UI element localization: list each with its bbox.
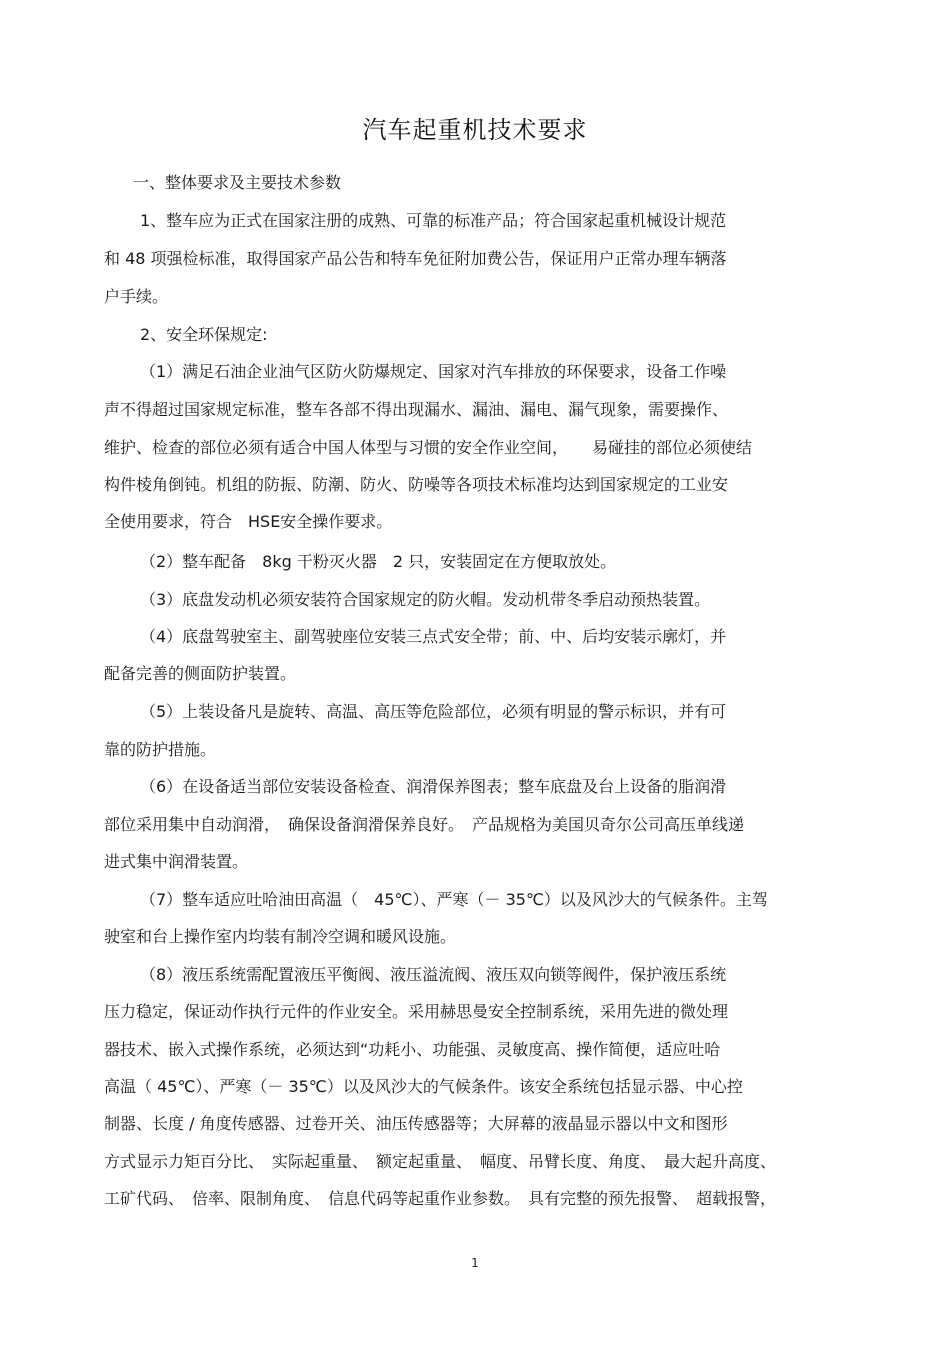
text-line-14: （5）上装设备凡是旋转、高温、高压等危险部位，必须有明显的警示标识，并有可 [140,702,727,721]
text-line-6: 声不得超过国家规定标准，整车各部不得出现漏水、漏油、漏电、漏气现象，需要操作、 [104,400,729,419]
text-line-17: 部位采用集中自动润滑， 确保设备润滑保养良好。 产品规格为美国贝奇尔公司高压单线递 [104,815,745,834]
text-line-7: 维护、检查的部位必须有适合中国人体型与习惯的安全作业空间， 易碰挂的部位必须使结 [104,438,753,457]
text-line-8: 构件棱角倒钝。机组的防振、防潮、防火、防噪等各项技术标准均达到国家规定的工业安 [104,475,729,494]
text-line-23: 器技术、嵌入式操作系统，必须达到“功耗小、功能强、灵敏度高、操作简便，适应吐哈 [104,1040,721,1059]
text-line-25: 制器、长度 / 角度传感器、过卷开关、油压传感器等；大屏幕的液晶显示器以中文和图形 [104,1114,728,1133]
text-line-18: 进式集中润滑装置。 [104,852,249,871]
text-line-13: 配备完善的侧面防护装置。 [104,664,297,683]
text-line-1: 1、整车应为正式在国家注册的成熟、可靠的标准产品；符合国家起重机械设计规范 [140,211,727,230]
section-heading: 一、整体要求及主要技术参数 [133,173,342,192]
text-line-9: 全使用要求，符合 HSE安全操作要求。 [104,512,393,531]
text-line-3: 户手续。 [104,287,169,306]
text-line-20: 驶室和台上操作室内均装有制冷空调和暖风设施。 [104,927,457,946]
text-line-22: 压力稳定，保证动作执行元件的作业安全。采用赫思曼安全控制系统，采用先进的微处理 [104,1002,729,1021]
page-number: 1 [471,1256,479,1270]
text-line-21: （8）液压系统需配置液压平衡阀、液压溢流阀、液压双向锁等阀件，保护液压系统 [140,965,727,984]
text-line-4: 2、安全环保规定: [140,325,268,344]
text-line-15: 靠的防护措施。 [104,740,217,759]
text-line-10: （2）整车配备 8kg 干粉灭火器 2 只，安装固定在方便取放处。 [140,552,617,571]
text-line-5: （1）满足石油企业油气区防火防爆规定、国家对汽车排放的环保要求，设备工作噪 [140,362,727,381]
text-line-19: （7）整车适应吐哈油田高温（ 45℃）、严寒（－ 35℃）以及风沙大的气候条件。主驾 [140,890,768,909]
text-line-12: （4）底盘驾驶室主、副驾驶座位安装三点式安全带；前、中、后均安装示廓灯，并 [140,627,727,646]
text-line-11: （3）底盘发动机必须安装符合国家规定的防火帽。发动机带冬季启动预热装置。 [140,590,711,609]
text-line-16: （6）在设备适当部位安装设备检查、润滑保养图表；整车底盘及台上设备的脂润滑 [140,777,727,796]
text-line-24: 高温（ 45℃）、严寒（－ 35℃）以及风沙大的气候条件。该安全系统包括显示器、中心控 [104,1077,743,1096]
document-title: 汽车起重机技术要求 [362,116,588,144]
text-line-2: 和 48 项强检标准，取得国家产品公告和特车免征附加费公告，保证用户正常办理车辆落 [104,249,727,268]
text-line-26: 方式显示力矩百分比、 实际起重量、 额定起重量、 幅度、吊臂长度、角度、 最大起升高度、 [104,1152,777,1171]
text-line-27: 工矿代码、 倍率、限制角度、 信息代码等起重作业参数。 具有完整的预先报警、 超载报警， [104,1189,777,1208]
